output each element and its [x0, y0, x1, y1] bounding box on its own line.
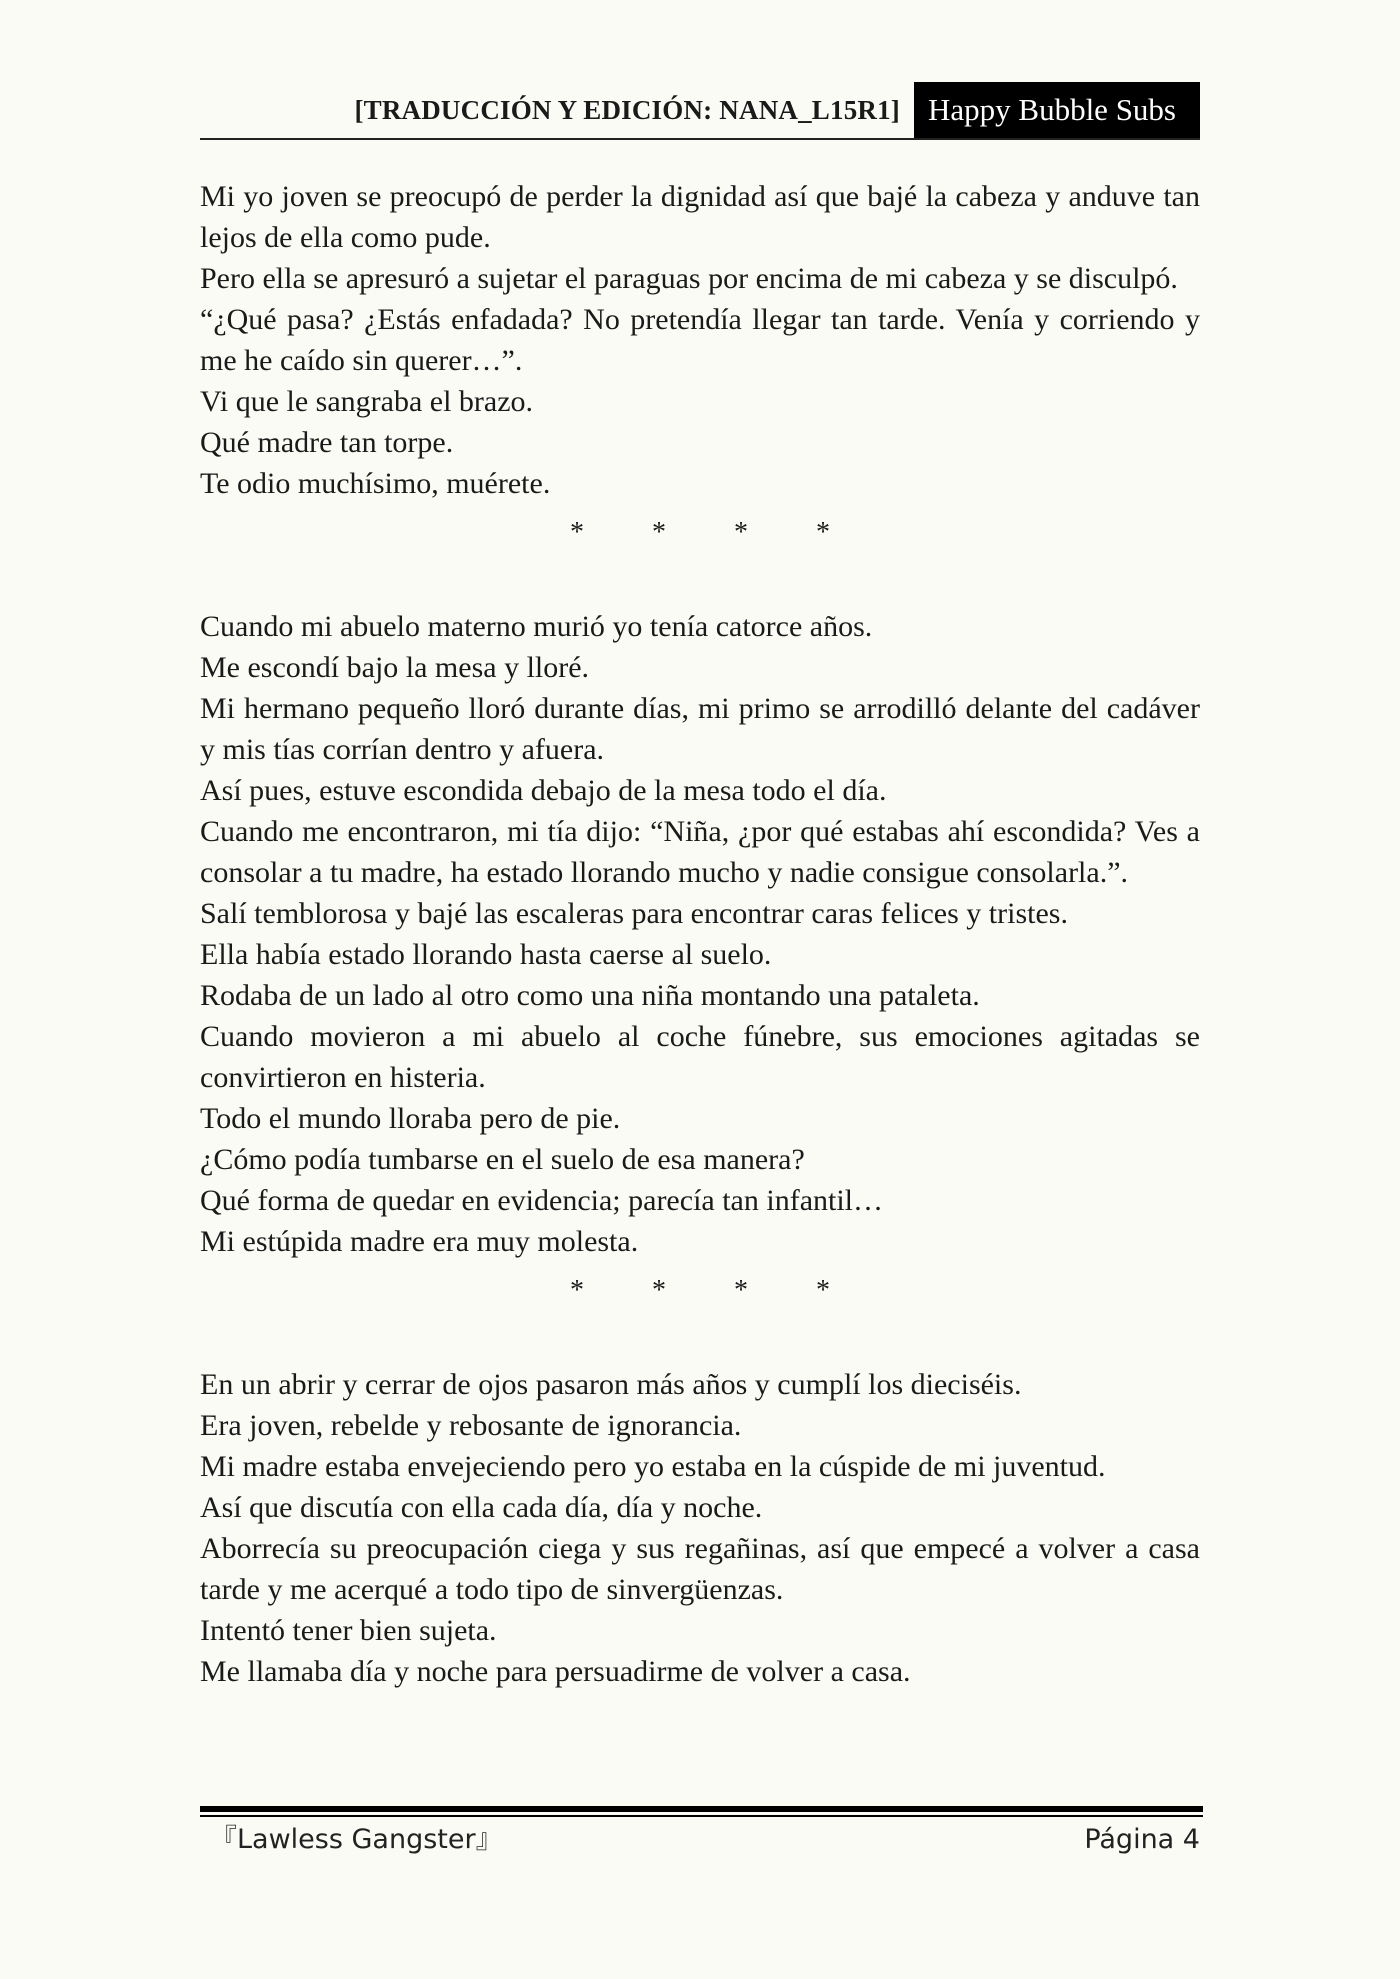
book-title: 『Lawless Gangster』: [210, 1824, 503, 1855]
paragraph: Así pues, estuve escondida debajo de la mesa todo el día.: [200, 774, 887, 807]
paragraph: En un abrir y cerrar de ojos pasaron más años y cumplí los dieciséis.: [200, 1368, 1022, 1401]
paragraph: Te odio muchísimo, muérete.: [200, 467, 551, 500]
paragraph: Rodaba de un lado al otro como una niña montando una pataleta.: [200, 979, 980, 1012]
paragraph: Ella había estado llorando hasta caerse al suelo.: [200, 938, 772, 971]
divider-asterisk: *: [816, 1275, 830, 1306]
paragraph: Así que discutía con ella cada día, día y noche.: [200, 1491, 763, 1524]
paragraph: Mi estúpida madre era muy molesta.: [200, 1225, 639, 1258]
paragraph: Aborrecía su preocupación ciega y sus regañinas, así que empecé a volver a casa tarde y me acerqué a todo tipo de sinvergüenzas.: [200, 1532, 1200, 1606]
paragraph: Me escondí bajo la mesa y lloré.: [200, 651, 590, 684]
footer-rule: [200, 1806, 1203, 1812]
scene-divider: [200, 1262, 1200, 1364]
divider-asterisk: *: [570, 1275, 584, 1306]
paragraph: Cuando me encontraron, mi tía dijo: “Niña, ¿por qué estabas ahí escondida? Ves a consolar a tu madre, ha estado llorando mucho y nadie consigue consolarla.”.: [200, 815, 1200, 889]
footer-rule-thin: [200, 1815, 1203, 1817]
page-body: [200, 176, 1200, 1692]
divider-asterisk: *: [734, 517, 748, 548]
divider-asterisk: *: [652, 1275, 666, 1306]
scene-divider: [200, 504, 1200, 606]
section-3: [200, 1364, 1200, 1692]
paragraph: “¿Qué pasa? ¿Estás enfadada? No pretendía llegar tan tarde. Venía y corriendo y me he caído sin querer…”.: [200, 303, 1200, 377]
paragraph: Mi hermano pequeño lloró durante días, mi primo se arrodilló delante del cadáver y mis tías corrían dentro y afuera.: [200, 692, 1200, 766]
paragraph: Cuando movieron a mi abuelo al coche fúnebre, sus emociones agitadas se convirtieron en histeria.: [200, 1020, 1200, 1094]
paragraph: Era joven, rebelde y rebosante de ignorancia.: [200, 1409, 742, 1442]
paragraph: Mi madre estaba envejeciendo pero yo estaba en la cúspide de mi juventud.: [200, 1450, 1106, 1483]
paragraph: Intentó tener bien sujeta.: [200, 1614, 497, 1647]
paragraph: ¿Cómo podía tumbarse en el suelo de esa manera?: [200, 1143, 805, 1176]
paragraph: Pero ella se apresuró a sujetar el paraguas por encima de mi cabeza y se disculpó.: [200, 262, 1178, 295]
paragraph: Cuando mi abuelo materno murió yo tenía catorce años.: [200, 610, 873, 643]
divider-asterisk: *: [734, 1275, 748, 1306]
paragraph: Qué forma de quedar en evidencia; parecía tan infantil…: [200, 1184, 884, 1217]
section-2: [200, 606, 1200, 1262]
paragraph: Salí temblorosa y bajé las escaleras para encontrar caras felices y tristes.: [200, 897, 1068, 930]
page-number: Página 4: [1084, 1824, 1200, 1855]
group-badge: Happy Bubble Subs: [914, 82, 1200, 138]
paragraph: Vi que le sangraba el brazo.: [200, 385, 534, 418]
divider-asterisk: *: [816, 517, 830, 548]
divider-asterisk: *: [570, 517, 584, 548]
divider-asterisk: *: [652, 517, 666, 548]
translation-credit: [TRADUCCIÓN Y EDICIÓN: NANA_L15R1]: [354, 95, 900, 125]
paragraph: Me llamaba día y noche para persuadirme de volver a casa.: [200, 1655, 911, 1688]
page-header: [200, 82, 1200, 140]
paragraph: Todo el mundo lloraba pero de pie.: [200, 1102, 621, 1135]
section-1: [200, 176, 1200, 504]
paragraph: Qué madre tan torpe.: [200, 426, 454, 459]
paragraph: Mi yo joven se preocupó de perder la dignidad así que bajé la cabeza y anduve tan lejos de ella como pude.: [200, 180, 1200, 254]
